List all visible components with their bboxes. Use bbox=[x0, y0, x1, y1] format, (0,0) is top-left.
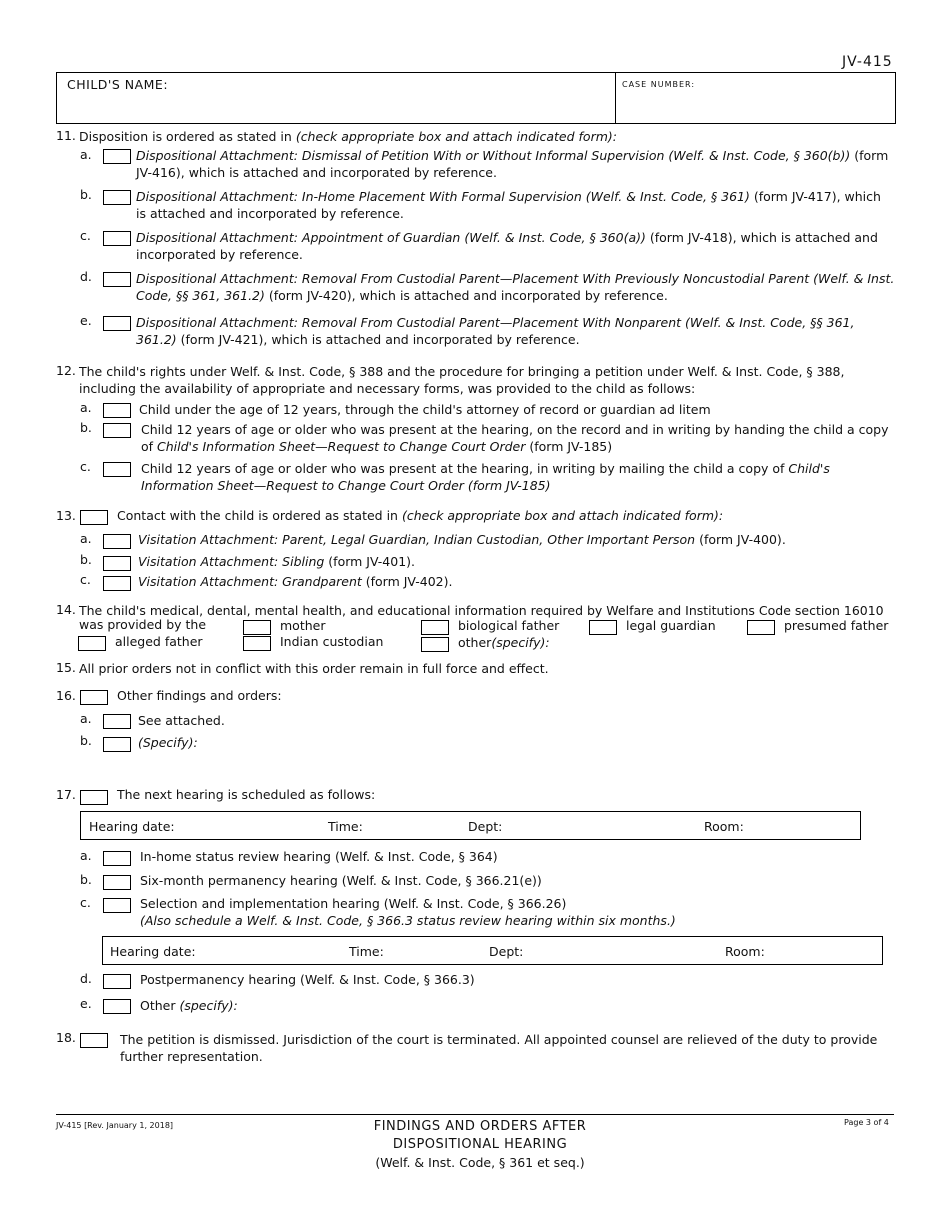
item14-alleged-father-checkbox[interactable] bbox=[78, 636, 106, 651]
item11c-checkbox[interactable] bbox=[103, 231, 131, 246]
item14-other-checkbox[interactable] bbox=[421, 637, 449, 652]
item12a-text: Child under the age of 12 years, through the child's attorney of record or guardian ad litem bbox=[139, 402, 711, 417]
item11e-text: Dispositional Attachment: Removal From Custodial Parent—Placement With Nonparent (Welf. & Inst. Code, §§ 361, 361.2) (form JV-421), which is attached and incorporated by reference. bbox=[136, 315, 855, 347]
item12-intro: The child's rights under Welf. & Inst. Code, § 388 and the procedure for bringing a petition under Welf. & Inst. Code, § 388, including the availability of appropriate and necessary forms, was provided to the child as follows: bbox=[79, 364, 845, 396]
item11d-text: Dispositional Attachment: Removal From Custodial Parent—Placement With Previously Noncustodial Parent (Welf. & Inst. Code, §§ 361, 361.2) (form JV-420), which is attached and incorporated by reference. bbox=[136, 271, 895, 303]
item17a-letter: a. bbox=[80, 848, 92, 863]
item13b-text: Visitation Attachment: Sibling (form JV-401). bbox=[138, 554, 416, 569]
item14-indian-custodian-checkbox[interactable] bbox=[243, 636, 271, 651]
hearing-room-label-2: Room: bbox=[725, 944, 765, 959]
item11d-letter: d. bbox=[80, 269, 92, 284]
item11-intro: Disposition is ordered as stated in (check appropriate box and attach indicated form): bbox=[79, 129, 617, 144]
item14-other-label: other(specify): bbox=[458, 635, 550, 650]
footer-revision: JV-415 [Rev. January 1, 2018] bbox=[56, 1121, 174, 1130]
item17-checkbox[interactable] bbox=[80, 790, 108, 805]
item14-number: 14. bbox=[56, 602, 76, 617]
item16b-letter: b. bbox=[80, 733, 92, 748]
footer-rule bbox=[56, 1114, 894, 1115]
item13-number: 13. bbox=[56, 508, 76, 523]
item15-text: All prior orders not in conflict with this order remain in full force and effect. bbox=[79, 661, 549, 676]
item14-alleged-father-label: alleged father bbox=[115, 634, 203, 649]
item11b-letter: b. bbox=[80, 187, 92, 202]
hearing-dept-label-2: Dept: bbox=[489, 944, 524, 959]
footer-title bbox=[300, 1118, 660, 1172]
item11b-text: Dispositional Attachment: In-Home Placement With Formal Supervision (Welf. & Inst. Code, § 361) (form JV-417), which is attached and incorporated by reference. bbox=[136, 189, 881, 221]
item12b-checkbox[interactable] bbox=[103, 423, 131, 438]
item14-mother-checkbox[interactable] bbox=[243, 620, 271, 635]
item16a-text: See attached. bbox=[138, 713, 225, 728]
item17e-text: Other (specify): bbox=[140, 998, 238, 1013]
item14-legal-guardian-label: legal guardian bbox=[626, 618, 716, 633]
item12c-checkbox[interactable] bbox=[103, 462, 131, 477]
item17-number: 17. bbox=[56, 787, 76, 802]
item17d-checkbox[interactable] bbox=[103, 974, 131, 989]
item11b-checkbox[interactable] bbox=[103, 190, 131, 205]
item11e-checkbox[interactable] bbox=[103, 316, 131, 331]
item17b-text: Six-month permanency hearing (Welf. & Inst. Code, § 366.21(e)) bbox=[140, 873, 542, 888]
item11a-checkbox[interactable] bbox=[103, 149, 131, 164]
item11c-letter: c. bbox=[80, 228, 91, 243]
item17c-letter: c. bbox=[80, 895, 91, 910]
item11a-text: Dispositional Attachment: Dismissal of Petition With or Without Informal Supervision (Welf. & Inst. Code, § 360(b)) (form JV-416), which is attached and incorporated by reference. bbox=[136, 148, 889, 180]
item17d-text: Postpermanency hearing (Welf. & Inst. Code, § 366.3) bbox=[140, 972, 475, 987]
item16b-text: (Specify): bbox=[138, 735, 198, 750]
item11c-text: Dispositional Attachment: Appointment of Guardian (Welf. & Inst. Code, § 360(a)) (form JV-418), which is attached and incorporated by reference. bbox=[136, 230, 878, 262]
item17e-checkbox[interactable] bbox=[103, 999, 131, 1014]
item14-presumed-father-label: presumed father bbox=[784, 618, 889, 633]
hearing-dept-label: Dept: bbox=[468, 819, 503, 834]
item17e-letter: e. bbox=[80, 996, 92, 1011]
hearing-date-label-2: Hearing date: bbox=[110, 944, 196, 959]
item17d-letter: d. bbox=[80, 971, 92, 986]
item16-number: 16. bbox=[56, 688, 76, 703]
item17c-hearing-box bbox=[102, 936, 883, 965]
item14-presumed-father-checkbox[interactable] bbox=[747, 620, 775, 635]
item13b-checkbox[interactable] bbox=[103, 556, 131, 571]
item14-mother-label: mother bbox=[280, 618, 326, 633]
item14-biological-father-label: biological father bbox=[458, 618, 560, 633]
item13a-text: Visitation Attachment: Parent, Legal Guardian, Indian Custodian, Other Important Person (form JV-400). bbox=[138, 532, 786, 547]
item12b-letter: b. bbox=[80, 420, 92, 435]
form-number: JV-415 bbox=[842, 54, 893, 70]
item17-hearing-box bbox=[80, 811, 861, 840]
item13c-checkbox[interactable] bbox=[103, 576, 131, 591]
item18-text: The petition is dismissed. Jurisdiction of the court is terminated. All appointed counsel are relieved of the duty to provide further representation. bbox=[120, 1032, 878, 1064]
item17c-checkbox[interactable] bbox=[103, 898, 131, 913]
item18-checkbox[interactable] bbox=[80, 1033, 108, 1048]
item13a-letter: a. bbox=[80, 531, 92, 546]
item17c-text: Selection and implementation hearing (Welf. & Inst. Code, § 366.26) bbox=[140, 896, 567, 911]
hearing-date-label: Hearing date: bbox=[89, 819, 175, 834]
item16b-checkbox[interactable] bbox=[103, 737, 131, 752]
footer-title-line3: (Welf. & Inst. Code, § 361 et seq.) bbox=[375, 1155, 585, 1170]
hearing-time-label-2: Time: bbox=[349, 944, 384, 959]
item14-line2: was provided by the bbox=[79, 617, 207, 632]
item11d-checkbox[interactable] bbox=[103, 272, 131, 287]
item12a-checkbox[interactable] bbox=[103, 403, 131, 418]
item17b-checkbox[interactable] bbox=[103, 875, 131, 890]
header-box bbox=[56, 72, 896, 124]
item17a-text: In-home status review hearing (Welf. & Inst. Code, § 364) bbox=[140, 849, 498, 864]
item13c-letter: c. bbox=[80, 572, 91, 587]
child-name-label: CHILD'S NAME: bbox=[67, 77, 169, 92]
item17c-note: (Also schedule a Welf. & Inst. Code, § 366.3 status review hearing within six months.) bbox=[140, 913, 676, 928]
item12c-text: Child 12 years of age or older who was present at the hearing, in writing by mailing the child a copy of Child's Information Sheet—Request to Change Court Order (form JV-185) bbox=[141, 461, 830, 493]
item11a-letter: a. bbox=[80, 147, 92, 162]
item13a-checkbox[interactable] bbox=[103, 534, 131, 549]
item12c-letter: c. bbox=[80, 459, 91, 474]
item12-number: 12. bbox=[56, 363, 76, 378]
item16-checkbox[interactable] bbox=[80, 690, 108, 705]
item13c-text: Visitation Attachment: Grandparent (form JV-402). bbox=[138, 574, 453, 589]
hearing-time-label: Time: bbox=[328, 819, 363, 834]
item16a-checkbox[interactable] bbox=[103, 714, 131, 729]
item12a-letter: a. bbox=[80, 400, 92, 415]
item17-text: The next hearing is scheduled as follows: bbox=[117, 787, 376, 802]
item15-number: 15. bbox=[56, 660, 76, 675]
item14-line1: The child's medical, dental, mental health, and educational information required by Welfare and Institutions Code section 16010 bbox=[79, 603, 884, 618]
case-number-label: CASE NUMBER: bbox=[622, 80, 696, 89]
item11-number: 11. bbox=[56, 128, 76, 143]
item14-indian-custodian-label: Indian custodian bbox=[280, 634, 384, 649]
item13-checkbox[interactable] bbox=[80, 510, 108, 525]
item16-text: Other findings and orders: bbox=[117, 688, 282, 703]
hearing-room-label: Room: bbox=[704, 819, 744, 834]
item13-intro: Contact with the child is ordered as stated in (check appropriate box and attach indicated form): bbox=[117, 508, 724, 523]
item17a-checkbox[interactable] bbox=[103, 851, 131, 866]
item13b-letter: b. bbox=[80, 552, 92, 567]
header-divider bbox=[615, 73, 616, 123]
item18-number: 18. bbox=[56, 1030, 76, 1045]
item17b-letter: b. bbox=[80, 872, 92, 887]
item14-legal-guardian-checkbox[interactable] bbox=[589, 620, 617, 635]
footer-page-number: Page 3 of 4 bbox=[844, 1118, 889, 1127]
item16a-letter: a. bbox=[80, 711, 92, 726]
footer-title-line2: DISPOSITIONAL HEARING bbox=[392, 1137, 568, 1152]
footer-title-line1: FINDINGS AND ORDERS AFTER bbox=[373, 1119, 587, 1134]
item14-biological-father-checkbox[interactable] bbox=[421, 620, 449, 635]
item12b-text: Child 12 years of age or older who was present at the hearing, on the record and in writing by handing the child a copy of Child's Information Sheet—Request to Change Court Order (form JV-185) bbox=[141, 422, 889, 454]
item11e-letter: e. bbox=[80, 313, 92, 328]
